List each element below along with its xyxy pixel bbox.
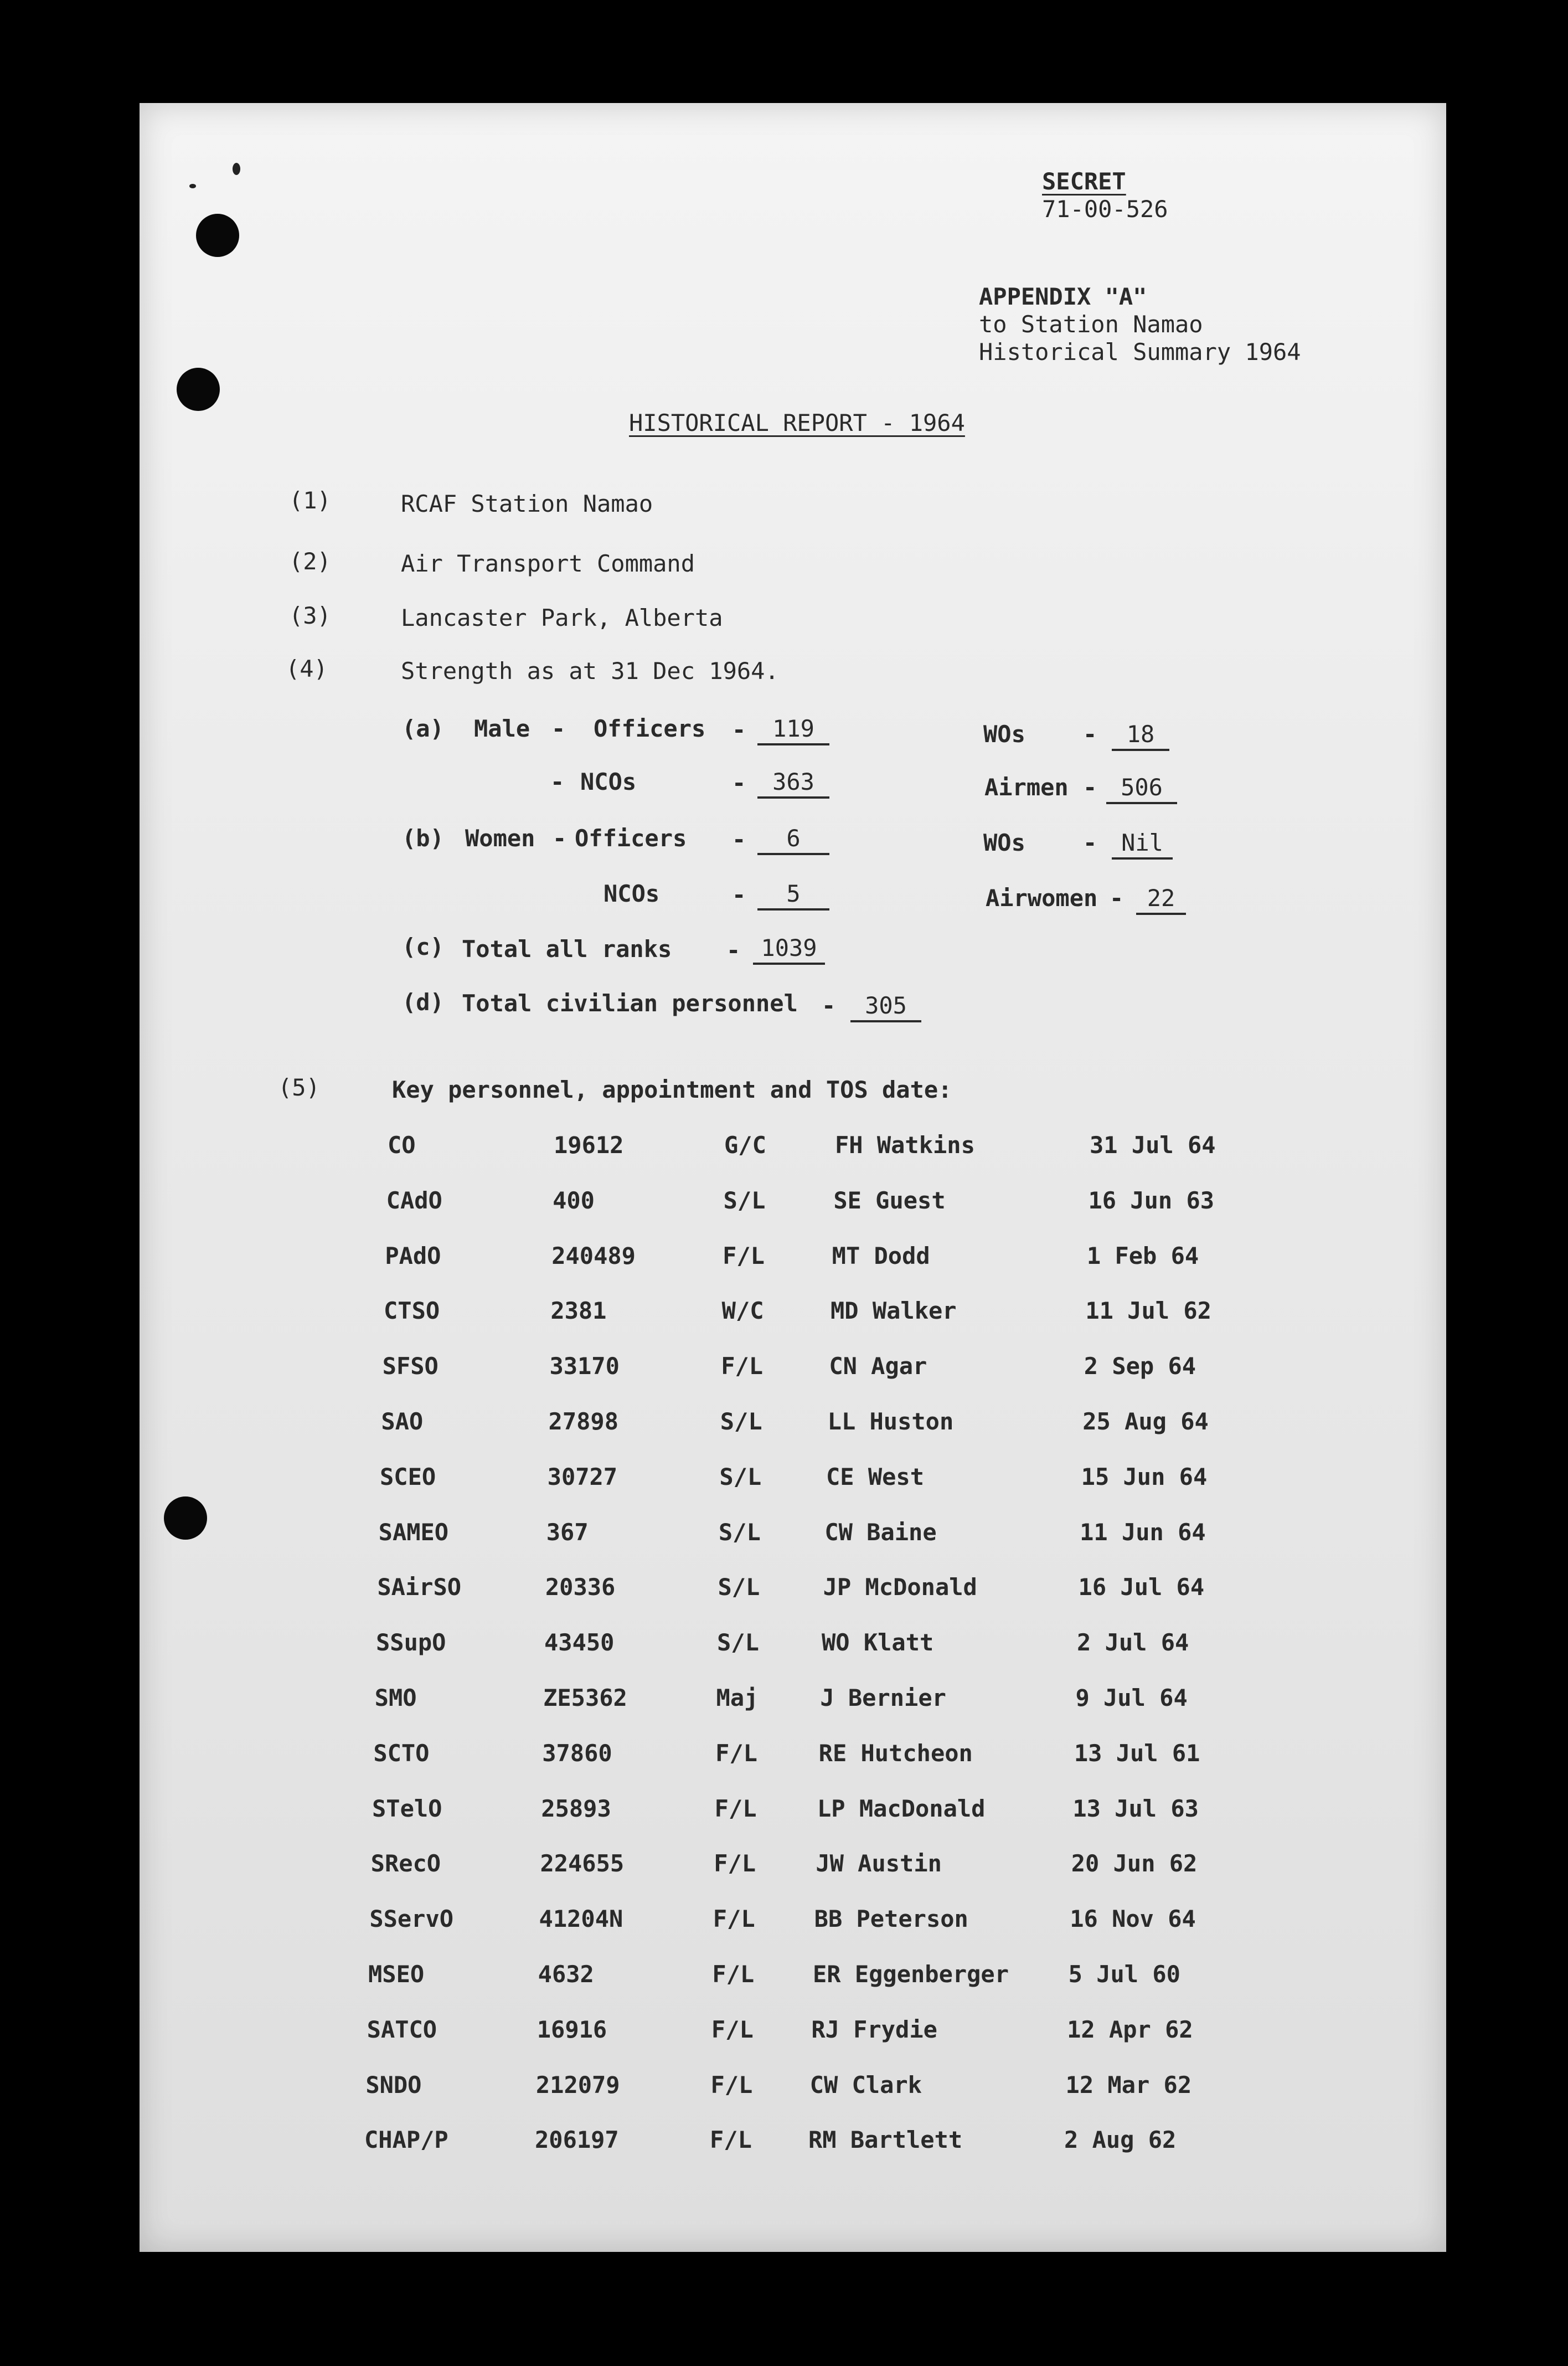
- tos-date: 11 Jun 64: [1080, 1518, 1206, 1546]
- service-number: 27898: [548, 1408, 618, 1435]
- dash: -: [550, 768, 565, 795]
- rank: S/L: [718, 1518, 761, 1546]
- service-number: 4632: [538, 1961, 594, 1988]
- dash: -: [553, 825, 567, 852]
- tos-date: 9 Jul 64: [1075, 1684, 1188, 1711]
- service-number: 206197: [535, 2126, 619, 2154]
- tos-date: 16 Jul 64: [1078, 1573, 1205, 1601]
- dash: -: [1083, 721, 1097, 748]
- dash: -: [732, 716, 746, 743]
- airwomen-label: Airwomen: [986, 884, 1098, 912]
- punch-hole-lower: [164, 1496, 207, 1540]
- officer-name: RJ Frydie: [811, 2015, 937, 2043]
- rank: S/L: [719, 1463, 762, 1490]
- strength-d-label: (d): [402, 989, 444, 1016]
- officer-name: CE West: [826, 1463, 925, 1490]
- officer-name: RE Hutcheon: [818, 1739, 973, 1767]
- tos-date: 2 Aug 62: [1064, 2126, 1177, 2154]
- officer-name: SE Guest: [833, 1186, 946, 1214]
- rank: G/C: [724, 1131, 766, 1159]
- service-number: 240489: [551, 1242, 636, 1269]
- appointment: SNDO: [365, 2071, 422, 2098]
- male-ncos-label: NCOs: [580, 768, 637, 795]
- file-number: 71-00-526: [1042, 196, 1168, 223]
- rank: Maj: [716, 1684, 759, 1711]
- dash: -: [822, 992, 836, 1019]
- tos-date: 15 Jun 64: [1081, 1463, 1208, 1490]
- dash: -: [732, 769, 746, 796]
- officer-name: RM Bartlett: [808, 2126, 963, 2154]
- tos-date: 16 Jun 63: [1088, 1186, 1215, 1214]
- women-ncos-value: 5: [757, 879, 829, 911]
- women-ncos-label: NCOs: [604, 880, 660, 907]
- total-all-ranks-label: Total all ranks: [462, 935, 672, 963]
- tos-date: 13 Jul 63: [1072, 1794, 1199, 1822]
- strength-a-label: (a): [402, 715, 444, 742]
- rank: S/L: [723, 1186, 766, 1214]
- officer-name: CN Agar: [829, 1352, 927, 1380]
- total-all-ranks-value: 1039: [753, 934, 825, 965]
- appointment: SCTO: [373, 1739, 430, 1767]
- officer-name: LP MacDonald: [817, 1794, 986, 1822]
- appointment: SCEO: [380, 1463, 436, 1490]
- appointment: CHAP/P: [364, 2126, 448, 2154]
- airmen-label: Airmen: [984, 774, 1069, 801]
- report-title: HISTORICAL REPORT - 1964: [629, 409, 965, 436]
- punch-hole-top: [196, 214, 239, 257]
- rank: S/L: [717, 1629, 759, 1657]
- service-number: 224655: [540, 1850, 625, 1878]
- service-number: 30727: [547, 1463, 618, 1490]
- service-number: 212079: [535, 2071, 620, 2098]
- appointment: SMO: [374, 1684, 417, 1711]
- women-officers-label: Officers: [575, 825, 687, 852]
- dash: -: [551, 715, 566, 742]
- tos-date: 16 Nov 64: [1070, 1905, 1196, 1933]
- rank: F/L: [715, 1739, 757, 1767]
- tos-date: 25 Aug 64: [1082, 1408, 1209, 1435]
- service-number: 25893: [541, 1794, 611, 1822]
- item-number-1: (1): [289, 487, 331, 514]
- appointment: CTSO: [384, 1297, 440, 1325]
- appointment: MSEO: [368, 1961, 425, 1988]
- rank: F/L: [721, 1352, 764, 1380]
- dash: -: [726, 937, 741, 964]
- male-officers-value: 119: [757, 714, 829, 745]
- rank: F/L: [710, 2126, 752, 2154]
- service-number: 41204N: [539, 1905, 623, 1933]
- service-number: 43450: [544, 1629, 615, 1657]
- appointment: STelO: [372, 1794, 442, 1822]
- rank: F/L: [723, 1242, 765, 1269]
- male-ncos-value: 363: [757, 768, 829, 799]
- appointment: PAdO: [385, 1242, 441, 1269]
- service-number: 16916: [537, 2015, 607, 2043]
- tos-date: 1 Feb 64: [1086, 1242, 1199, 1269]
- ink-mark: [233, 163, 240, 175]
- officer-name: BB Peterson: [814, 1905, 968, 1933]
- strength-c-label: (c): [402, 933, 444, 960]
- tos-date: 12 Apr 62: [1067, 2015, 1193, 2043]
- airwomen-value: 22: [1136, 884, 1186, 915]
- male-wos-label: WOs: [983, 721, 1025, 748]
- appointment: SServO: [369, 1905, 454, 1933]
- appendix-title: APPENDIX "A": [979, 283, 1147, 310]
- classification-label: SECRET: [1042, 168, 1126, 195]
- officer-name: MT Dodd: [832, 1242, 930, 1269]
- civilian-personnel-label: Total civilian personnel: [462, 990, 798, 1017]
- dash: -: [732, 881, 746, 908]
- tos-date: 2 Sep 64: [1084, 1352, 1196, 1380]
- civilian-personnel-value: 305: [850, 991, 921, 1022]
- male-label: Male: [474, 715, 530, 742]
- rank: F/L: [714, 1850, 756, 1878]
- service-number: 20336: [545, 1573, 616, 1601]
- rank: F/L: [712, 1961, 755, 1988]
- tos-date: 2 Jul 64: [1077, 1629, 1189, 1657]
- strength-b-label: (b): [402, 825, 444, 852]
- appointment: CO: [388, 1131, 416, 1159]
- service-number: ZE5362: [543, 1684, 627, 1711]
- appointment: SAO: [381, 1408, 424, 1435]
- dash: -: [732, 826, 746, 853]
- appointment: SATCO: [367, 2015, 437, 2043]
- officer-name: J Bernier: [820, 1684, 946, 1711]
- service-number: 37860: [542, 1739, 612, 1767]
- appendix-reference: to Station Namao: [979, 311, 1203, 338]
- rank: F/L: [710, 2071, 753, 2098]
- tos-date: 13 Jul 61: [1074, 1739, 1200, 1767]
- airmen-value: 506: [1106, 773, 1177, 804]
- service-number: 2381: [550, 1297, 607, 1325]
- rank: F/L: [711, 2015, 754, 2043]
- appointment: SSupO: [376, 1629, 446, 1657]
- officer-name: LL Huston: [827, 1408, 954, 1435]
- officer-name: JP McDonald: [823, 1573, 977, 1601]
- rank: F/L: [714, 1794, 757, 1822]
- item-text-4: Strength as at 31 Dec 1964.: [401, 657, 779, 685]
- women-wos-label: WOs: [983, 829, 1025, 856]
- male-officers-label: Officers: [594, 715, 706, 742]
- dash: -: [1083, 829, 1097, 856]
- women-wos-value: Nil: [1112, 829, 1173, 860]
- item-text-3: Lancaster Park, Alberta: [401, 604, 723, 631]
- appointment: SFSO: [382, 1352, 439, 1380]
- item-text-2: Air Transport Command: [401, 550, 695, 577]
- appointment: SAMEO: [378, 1518, 449, 1546]
- rank: S/L: [720, 1408, 762, 1435]
- women-label: Women: [465, 825, 535, 852]
- officer-name: FH Watkins: [835, 1131, 975, 1159]
- officer-name: CW Clark: [809, 2071, 922, 2098]
- officer-name: WO Klatt: [822, 1629, 934, 1657]
- appointment: SAirSO: [377, 1573, 462, 1601]
- tos-date: 12 Mar 62: [1065, 2071, 1192, 2098]
- tos-date: 5 Jul 60: [1068, 1961, 1180, 1988]
- male-wos-value: 18: [1112, 720, 1169, 751]
- dash: -: [1083, 774, 1097, 801]
- key-personnel-heading: Key personnel, appointment and TOS date:: [392, 1076, 952, 1103]
- rank: S/L: [718, 1573, 760, 1601]
- officer-name: JW Austin: [816, 1850, 942, 1878]
- women-officers-value: 6: [757, 824, 829, 855]
- item-number-5: (5): [278, 1074, 320, 1101]
- rank: W/C: [721, 1297, 764, 1325]
- service-number: 33170: [549, 1352, 620, 1380]
- service-number: 367: [546, 1518, 589, 1546]
- dash: -: [1110, 884, 1124, 912]
- tos-date: 11 Jul 62: [1085, 1297, 1211, 1325]
- officer-name: CW Baine: [824, 1518, 937, 1546]
- ink-mark: [189, 184, 196, 188]
- document-page: [140, 103, 1446, 2252]
- appointment: CAdO: [386, 1186, 442, 1214]
- tos-date: 20 Jun 62: [1071, 1850, 1198, 1878]
- punch-hole-upper: [177, 368, 220, 411]
- service-number: 400: [553, 1186, 595, 1214]
- service-number: 19612: [554, 1131, 624, 1159]
- rank: F/L: [713, 1905, 755, 1933]
- appendix-summary: Historical Summary 1964: [979, 338, 1301, 366]
- item-text-1: RCAF Station Namao: [401, 490, 653, 517]
- item-number-4: (4): [286, 655, 328, 682]
- officer-name: MD Walker: [831, 1297, 957, 1325]
- appointment: SRecO: [370, 1850, 441, 1878]
- item-number-3: (3): [289, 602, 331, 629]
- tos-date: 31 Jul 64: [1090, 1131, 1216, 1159]
- item-number-2: (2): [289, 548, 331, 575]
- officer-name: ER Eggenberger: [813, 1961, 1009, 1988]
